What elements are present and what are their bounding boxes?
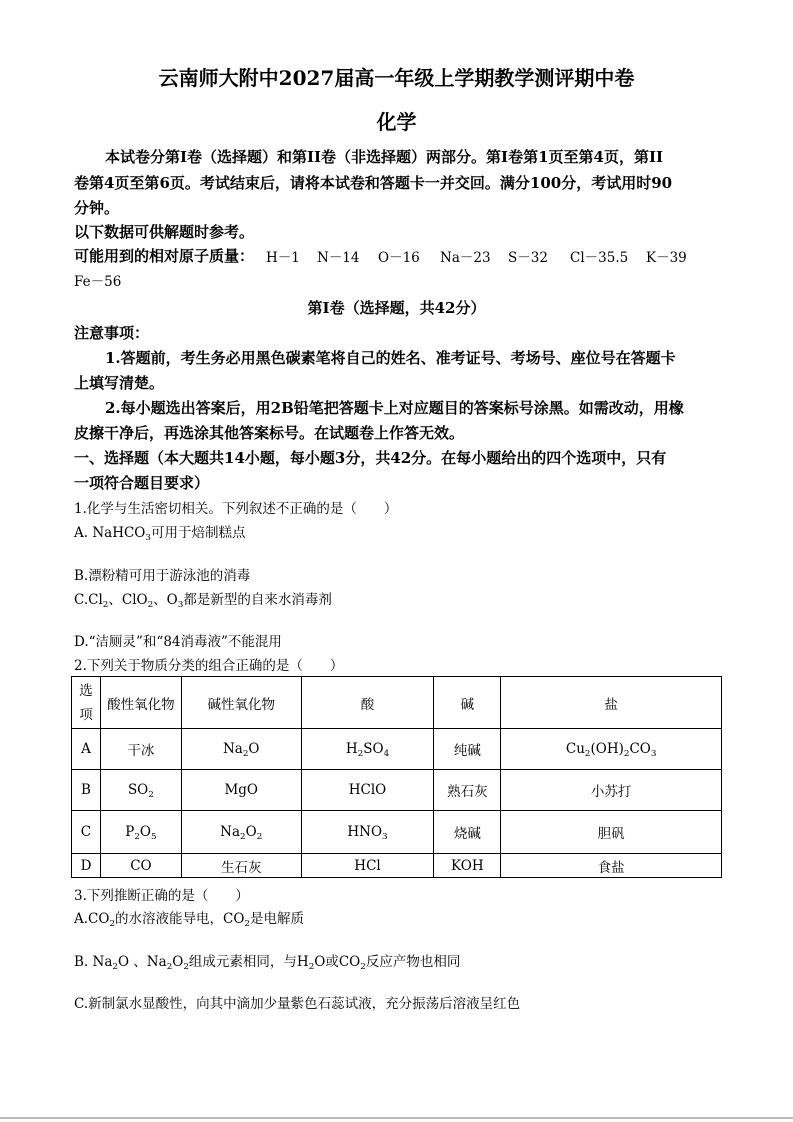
intro-line-2: 卷第4页至第6页。考试结束后，请将本试卷和答题卡一并交回。满分100分，考试用时90: [74, 174, 673, 192]
intro-line-1: 本试卷分第I卷（选择题）和第II卷（非选择题）两部分。第I卷第1页至第4页，第II: [105, 148, 663, 166]
row-a-acid: $H_2SO_4$: [301, 729, 434, 770]
question-3-stem: 3.下列推断正确的是（ ）: [74, 888, 249, 904]
question-1-option-a: A. NaHCO$_3$可用于焙制糕点: [74, 525, 246, 544]
row-a-basic-oxide: $Na_2O$: [181, 729, 301, 770]
row-d-option: D: [72, 854, 101, 878]
note-2-line-1: 2.每小题选出答案后，用2B铅笔把答题卡上对应题目的答案标号涂黑。如需改动，用橡: [105, 399, 684, 417]
page-bottom-rule: [0, 1117, 793, 1119]
row-b-basic-oxide: MgO: [181, 770, 301, 811]
table-row: [72, 729, 722, 770]
atomic-mass-cl: Cl－35.5: [570, 250, 629, 266]
header-cell-option: 选项: [72, 677, 101, 729]
row-d-basic-oxide: 生石灰: [181, 854, 301, 878]
notes-title: 注意事项：: [74, 324, 150, 342]
row-b-base: 熟石灰: [434, 770, 501, 811]
row-c-acid: $HNO_3$: [301, 811, 434, 854]
row-d-salt: 食盐: [501, 854, 722, 878]
header-cell-salt: 盐: [501, 677, 722, 729]
intro-line-3: 分钟。: [74, 199, 120, 217]
row-d-base: KOH: [434, 854, 501, 878]
header-cell-basic-oxide: 碱性氧化物: [181, 677, 301, 729]
atomic-mass-s: S－32: [508, 250, 548, 266]
note-1-line-1: 1.答题前，考生务必用黑色碳素笔将自己的姓名、准考证号、考场号、座位号在答题卡: [105, 349, 676, 367]
atomic-mass-n: N－14: [317, 250, 360, 266]
header-cell-acid: 酸: [301, 677, 434, 729]
question-2-stem: 2.下列关于物质分类的组合正确的是（ ）: [74, 658, 344, 674]
table-row: [72, 770, 722, 811]
row-c-acidic-oxide: $P_2O_5$: [100, 811, 181, 854]
subject-title: 化学: [376, 110, 417, 134]
part1-heading: 第I卷（选择题，共42分）: [307, 299, 486, 317]
section-heading-line-1: 一、选择题（本大题共14小题，每小题3分，共42分。在每小题给出的四个选项中，只有: [74, 449, 667, 467]
question-3-option-c: C.新制氯水显酸性，向其中滴加少量紫色石蕊试液，充分振荡后溶液呈红色: [74, 996, 521, 1012]
row-b-salt: 小苏打: [501, 770, 722, 811]
note-1-line-2: 上填写清楚。: [74, 374, 165, 392]
row-d-acid: HCl: [301, 854, 434, 878]
row-c-base: 烧碱: [434, 811, 501, 854]
table-header-row: [72, 677, 722, 729]
atomic-mass-label: 可能用到的相对原子质量：: [74, 247, 255, 265]
row-d-acidic-oxide: CO: [100, 854, 181, 878]
row-c-basic-oxide: $Na_2O_2$: [181, 811, 301, 854]
question-3-option-a: $A.CO_2$的水溶液能导电，$CO_2$是电解质: [74, 911, 304, 930]
question-1-option-c: $C.Cl_2$、ClO$_2$、$O_3$都是新型的自来水消毒剂: [74, 592, 332, 611]
header-cell-acidic-oxide: 酸性氧化物: [100, 677, 181, 729]
row-b-acidic-oxide: $SO_2$: [100, 770, 181, 811]
row-a-acidic-oxide: 干冰: [100, 729, 181, 770]
question-1-stem: 1.化学与生活密切相关。下列叙述不正确的是（ ）: [74, 501, 398, 517]
intro-line-4: 以下数据可供解题时参考。: [74, 223, 255, 241]
row-a-option: A: [72, 729, 101, 770]
atomic-mass-na: Na－23: [440, 250, 491, 266]
row-a-salt: $Cu_2(OH)_2CO_3$: [501, 729, 722, 770]
row-b-option: B: [72, 770, 101, 811]
classification-table: [71, 676, 722, 878]
atomic-mass-fe: Fe－56: [74, 274, 122, 290]
atomic-mass-k: K－39: [646, 250, 687, 266]
table-row: [72, 811, 722, 854]
row-a-base: 纯碱: [434, 729, 501, 770]
atomic-mass-h: H－1: [266, 250, 300, 266]
exam-title: 云南师大附中2027届高一年级上学期教学测评期中卷: [158, 66, 635, 90]
row-b-acid: HClO: [301, 770, 434, 811]
question-1-option-d: D.“洁厕灵”和“84消毒液”不能混用: [74, 634, 282, 650]
row-c-salt: 胆矾: [501, 811, 722, 854]
row-c-option: C: [72, 811, 101, 854]
note-2-line-2: 皮擦干净后，再选涂其他答案标号。在试题卷上作答无效。: [74, 424, 465, 442]
header-cell-base: 碱: [434, 677, 501, 729]
section-heading-line-2: 一项符合题目要求）: [74, 474, 210, 492]
question-1-option-b: B.漂粉精可用于游泳池的消毒: [74, 568, 251, 584]
atomic-mass-o: O－16: [378, 250, 420, 266]
table-row: [72, 854, 722, 878]
question-3-option-b: B. $Na_2O$ 、$Na_2O_2$组成元素相同，与$H_2O$或$CO_2$反应产物也相同: [74, 954, 461, 973]
